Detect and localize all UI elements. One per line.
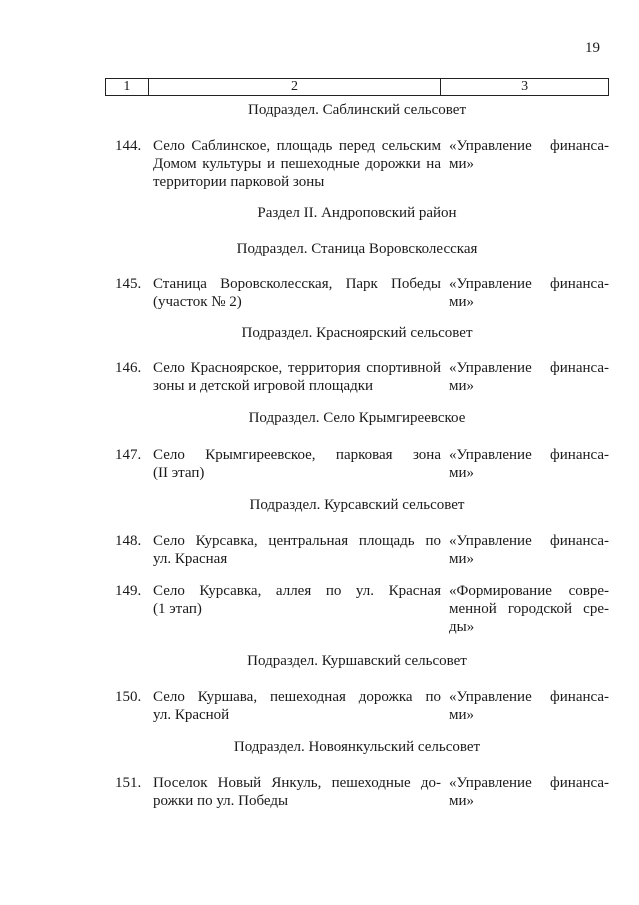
description-line: ул. Красной [153, 707, 230, 723]
description-line: зоны и детской игровой площадки [153, 378, 374, 394]
item-number: 151. [115, 775, 142, 791]
program-line: ды» [449, 619, 475, 635]
subsection-heading: Подраздел. Саблинский сельсовет [247, 102, 467, 118]
program-line: ми» [449, 294, 475, 310]
program-line: «Управление финанса- [449, 138, 609, 154]
program-line: «Управление финанса- [449, 447, 609, 463]
program-line: «Управление финанса- [449, 276, 609, 292]
item-description [153, 359, 441, 395]
description-line: рожки по ул. Победы [153, 793, 289, 809]
description-line: Станица Воровсколесская, Парк Победы [153, 276, 441, 292]
subsection-heading: Подраздел. Куршавский сельсовет [247, 653, 467, 669]
item-number: 146. [115, 360, 142, 376]
description-line: (1 этап) [153, 601, 202, 617]
item-description [153, 137, 441, 191]
item-description [153, 446, 441, 482]
description-line: Поселок Новый Янкуль, пешеходные до- [153, 775, 441, 791]
program-line: «Управление финанса- [449, 689, 609, 705]
program-name [449, 359, 609, 395]
subsection-heading: Подраздел. Село Крымгиреевское [248, 410, 466, 426]
description-line: территории парковой зоны [153, 174, 325, 190]
program-line: менной городской сре- [449, 601, 609, 617]
header-col-2: 2 [148, 79, 441, 96]
header-row [106, 79, 609, 96]
program-name [449, 137, 609, 173]
description-line: Село Красноярское, территория спортивной [153, 360, 441, 376]
header-col-3: 3 [441, 79, 609, 96]
program-name [449, 532, 609, 568]
description-line: Село Курсавка, аллея по ул. Красная [153, 583, 441, 599]
item-description [153, 774, 441, 810]
program-name [449, 275, 609, 311]
description-line: Село Саблинское, площадь перед сельским [153, 138, 441, 154]
program-line: «Управление финанса- [449, 360, 609, 376]
program-name [449, 582, 609, 636]
program-line: «Формирование совре- [449, 583, 609, 599]
item-description [153, 688, 441, 724]
item-description [153, 275, 441, 311]
program-line: ми» [449, 793, 475, 809]
description-line: (II этап) [153, 465, 205, 481]
program-line: ми» [449, 707, 475, 723]
item-description [153, 532, 441, 568]
program-line: «Управление финанса- [449, 533, 609, 549]
item-number: 147. [115, 447, 142, 463]
program-line: ми» [449, 156, 475, 172]
column-number-header [105, 78, 609, 96]
program-name [449, 688, 609, 724]
program-name [449, 446, 609, 482]
program-line: ми» [449, 378, 475, 394]
item-number: 145. [115, 276, 142, 292]
description-line: Село Крымгиреевское, парковая зона [153, 447, 441, 463]
subsection-heading: Подраздел. Станица Воровсколесская [236, 241, 478, 257]
program-name [449, 774, 609, 810]
program-line: «Управление финанса- [449, 775, 609, 791]
subsection-heading: Подраздел. Красноярский сельсовет [241, 325, 473, 341]
item-number: 144. [115, 138, 142, 154]
item-number: 149. [115, 583, 142, 599]
subsection-heading: Подраздел. Новоянкульский сельсовет [233, 739, 481, 755]
item-description [153, 582, 441, 618]
item-number: 150. [115, 689, 142, 705]
description-line: Село Куршава, пешеходная дорожка по [153, 689, 441, 705]
program-line: ми» [449, 551, 475, 567]
program-line: ми» [449, 465, 475, 481]
subsection-heading: Раздел II. Андроповский район [257, 205, 457, 221]
description-line: Село Курсавка, центральная площадь по [153, 533, 441, 549]
subsection-heading: Подраздел. Курсавский сельсовет [249, 497, 465, 513]
description-line: Домом культуры и пешеходные дорожки на [153, 156, 441, 172]
item-number: 148. [115, 533, 142, 549]
description-line: (участок № 2) [153, 294, 242, 310]
page-number: 19 [585, 40, 600, 56]
description-line: ул. Красная [153, 551, 228, 567]
header-col-1: 1 [106, 79, 149, 96]
